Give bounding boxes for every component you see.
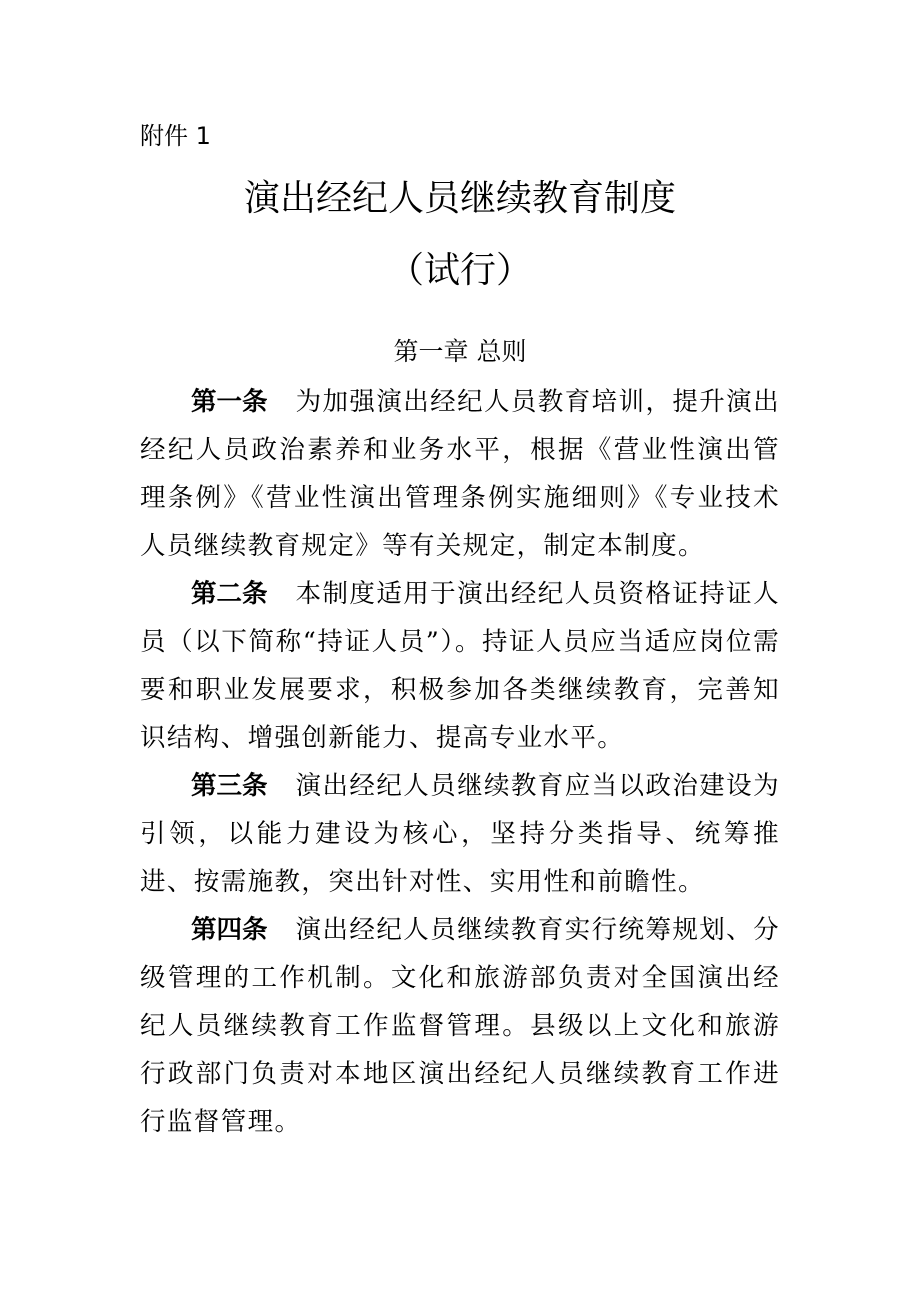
article-paragraph [140, 906, 780, 1146]
document-subtitle: （试行） [387, 250, 532, 291]
article-number: 第三条 [191, 771, 268, 801]
document-body [140, 378, 780, 1146]
article-paragraph [140, 570, 780, 762]
article-number: 第一条 [191, 387, 268, 417]
article-text: 演出经纪人员继续教育实行统筹规划、分级管理的工作机制。文化和旅游部负责对全国演出经纪人员继续教育工作监督管理。县级以上文化和旅游行政部门负责对本地区演出经纪人员继续教育工作进行监督管理。 [140, 915, 780, 1137]
article-paragraph [140, 378, 780, 570]
attachment-label: 附件 1 [140, 122, 211, 150]
article-text: 为加强演出经纪人员教育培训，提升演出经纪人员政治素养和业务水平，根据《营业性演出管理条例》《营业性演出管理条例实施细则》《专业技术人员继续教育规定》等有关规定，制定本制度。 [140, 387, 780, 561]
article-text: 演出经纪人员继续教育应当以政治建设为引领，以能力建设为核心，坚持分类指导、统筹推进、按需施教，突出针对性、实用性和前瞻性。 [140, 771, 780, 897]
document-title: 演出经纪人员继续教育制度 [243, 178, 676, 219]
chapter-heading: 第一章 总则 [393, 337, 527, 366]
article-paragraph [140, 762, 780, 906]
article-text: 本制度适用于演出经纪人员资格证持证人员（以下简称“持证人员”）。持证人员应当适应岗位需要和职业发展要求，积极参加各类继续教育，完善知识结构、增强创新能力、提高专业水平。 [140, 579, 780, 753]
article-number: 第二条 [191, 579, 268, 609]
article-number: 第四条 [191, 915, 268, 945]
